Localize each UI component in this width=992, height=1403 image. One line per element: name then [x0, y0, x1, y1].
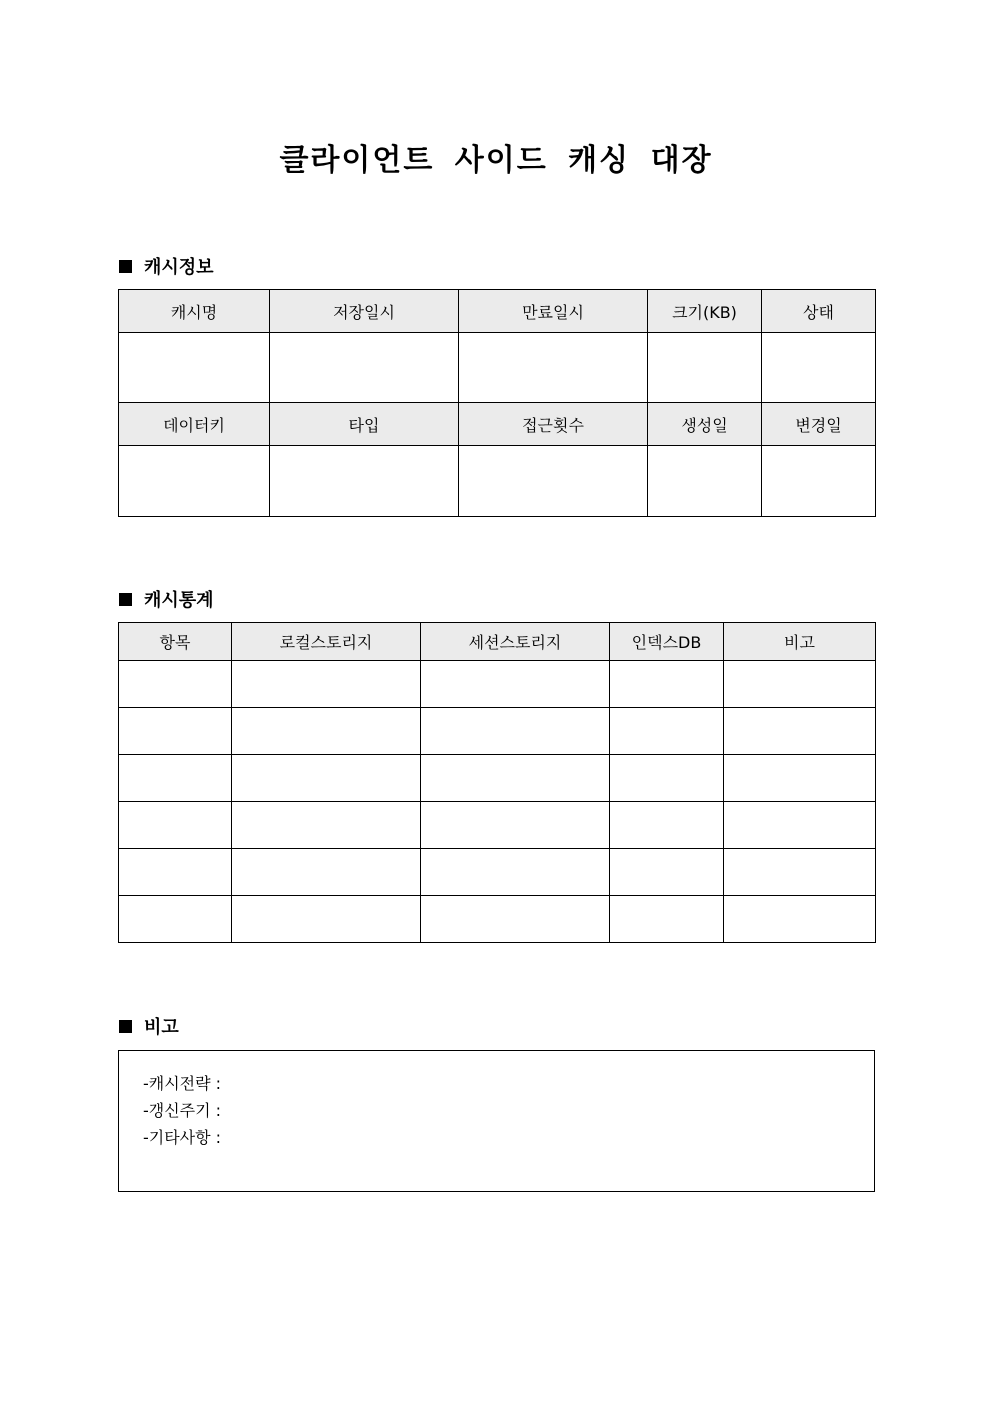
remark-line-other: -기타사항 : — [143, 1128, 222, 1147]
remarks-box[interactable] — [118, 1050, 875, 1192]
header-cell: 캐시명 — [119, 290, 270, 333]
input-cell[interactable] — [119, 802, 232, 849]
input-cell[interactable] — [724, 661, 876, 708]
header-cell: 상태 — [762, 290, 876, 333]
input-cell[interactable] — [232, 849, 421, 896]
input-cell[interactable] — [724, 755, 876, 802]
input-cell[interactable] — [648, 446, 762, 517]
input-cell[interactable] — [724, 849, 876, 896]
remark-line-refresh-cycle: -갱신주기 : — [143, 1101, 222, 1120]
square-bullet-icon — [119, 1020, 132, 1033]
input-cell[interactable] — [421, 849, 610, 896]
table-row — [119, 333, 876, 403]
input-cell[interactable] — [270, 333, 459, 403]
header-cell: 변경일 — [762, 403, 876, 446]
table-row — [119, 802, 876, 849]
square-bullet-icon — [119, 260, 132, 273]
input-cell[interactable] — [762, 446, 876, 517]
input-cell[interactable] — [610, 755, 724, 802]
input-cell[interactable] — [232, 755, 421, 802]
table-row — [119, 755, 876, 802]
cache-info-table — [118, 289, 876, 517]
input-cell[interactable] — [119, 755, 232, 802]
input-cell[interactable] — [421, 708, 610, 755]
section-heading-cache-stats — [119, 586, 214, 612]
input-cell[interactable] — [232, 708, 421, 755]
section-heading-label: 비고 — [144, 1017, 179, 1038]
input-cell[interactable] — [724, 802, 876, 849]
table-header-row — [119, 623, 876, 661]
header-cell: 만료일시 — [459, 290, 648, 333]
input-cell[interactable] — [459, 333, 648, 403]
input-cell[interactable] — [762, 333, 876, 403]
table-row — [119, 896, 876, 943]
input-cell[interactable] — [119, 661, 232, 708]
header-cell: 타입 — [270, 403, 459, 446]
page-title: 클라이언트 사이드 캐싱 대장 — [279, 143, 713, 178]
table-row — [119, 661, 876, 708]
input-cell[interactable] — [119, 849, 232, 896]
section-heading-remarks — [119, 1013, 179, 1039]
input-cell[interactable] — [119, 446, 270, 517]
table-row — [119, 849, 876, 896]
input-cell[interactable] — [610, 708, 724, 755]
input-cell[interactable] — [724, 896, 876, 943]
section-heading-cache-info — [119, 253, 214, 279]
input-cell[interactable] — [421, 755, 610, 802]
input-cell[interactable] — [232, 802, 421, 849]
table-header-row — [119, 290, 876, 333]
header-cell: 비고 — [724, 623, 876, 661]
table-row — [119, 708, 876, 755]
table-row — [119, 446, 876, 517]
input-cell[interactable] — [610, 849, 724, 896]
input-cell[interactable] — [610, 802, 724, 849]
input-cell[interactable] — [119, 896, 232, 943]
header-cell: 로컬스토리지 — [232, 623, 421, 661]
header-cell: 저장일시 — [270, 290, 459, 333]
header-cell: 항목 — [119, 623, 232, 661]
section-heading-label: 캐시통계 — [144, 590, 214, 611]
header-cell: 크기(KB) — [648, 290, 762, 333]
input-cell[interactable] — [610, 661, 724, 708]
header-cell: 인덱스DB — [610, 623, 724, 661]
square-bullet-icon — [119, 593, 132, 606]
table-header-row — [119, 403, 876, 446]
header-cell: 데이터키 — [119, 403, 270, 446]
section-heading-label: 캐시정보 — [144, 257, 214, 278]
header-cell: 접근횟수 — [459, 403, 648, 446]
header-cell: 생성일 — [648, 403, 762, 446]
header-cell: 세션스토리지 — [421, 623, 610, 661]
cache-stats-table — [118, 622, 876, 943]
input-cell[interactable] — [724, 708, 876, 755]
input-cell[interactable] — [232, 661, 421, 708]
remark-line-strategy: -캐시전략 : — [143, 1074, 222, 1093]
input-cell[interactable] — [119, 708, 232, 755]
input-cell[interactable] — [421, 802, 610, 849]
input-cell[interactable] — [421, 896, 610, 943]
input-cell[interactable] — [232, 896, 421, 943]
input-cell[interactable] — [648, 333, 762, 403]
input-cell[interactable] — [270, 446, 459, 517]
input-cell[interactable] — [119, 333, 270, 403]
input-cell[interactable] — [421, 661, 610, 708]
input-cell[interactable] — [459, 446, 648, 517]
input-cell[interactable] — [610, 896, 724, 943]
